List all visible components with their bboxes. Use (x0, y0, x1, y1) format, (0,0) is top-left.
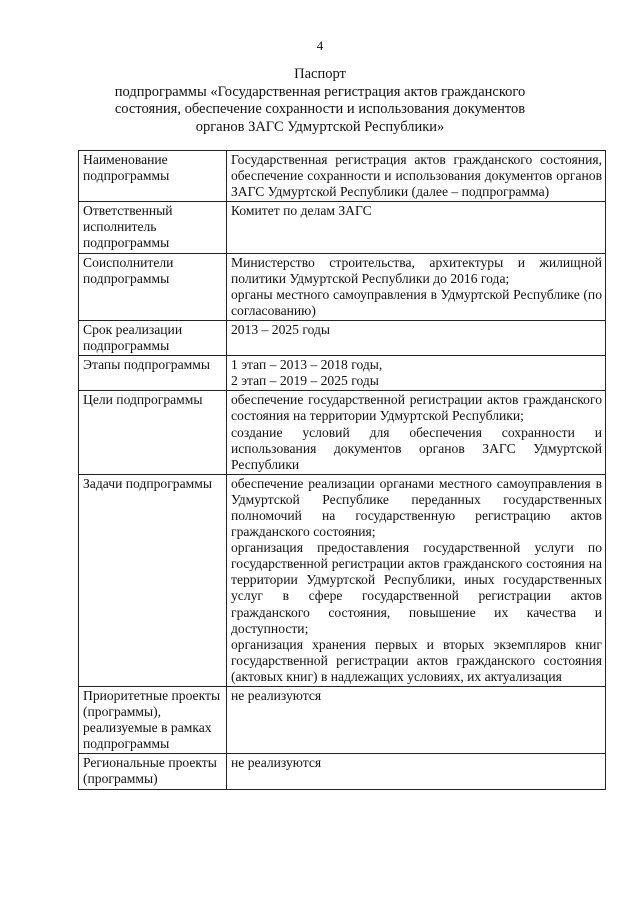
row-value-paragraph: не реализуются (231, 688, 322, 703)
passport-table-body (79, 151, 606, 790)
table-row (79, 202, 606, 253)
table-row (79, 754, 606, 789)
row-label: Региональные проекты (программы) (79, 754, 227, 789)
row-label: Задачи подпрограммы (79, 474, 227, 686)
row-value (227, 391, 606, 474)
heading-title: Паспорт (294, 66, 346, 82)
table-row (79, 356, 606, 391)
row-value-paragraph: Комитет по делам ЗАГС (231, 203, 372, 219)
row-label: Приоритетные проекты (программы), реализуемые в рамках подпрограммы (79, 687, 227, 754)
page-number: 4 (316, 38, 324, 53)
table-row (79, 687, 606, 754)
row-label: Срок реализации подпрограммы (79, 320, 227, 355)
row-value (227, 320, 606, 355)
row-value-paragraph: обеспечение реализации органами местного самоуправления в Удмуртской Республике переданных государственных полномочий на государственную регистрацию актов гражданского состояния; (231, 475, 602, 540)
row-value-paragraph: 2013 – 2025 годы (231, 321, 331, 337)
row-value-paragraph: создание условий для обеспечения сохранности и использования документов органов ЗАГС Удмуртской Республики (231, 424, 602, 472)
row-value-paragraph: Министерство строительства, архитектуры и жилищной политики Удмуртской Республики до 2016 года; (231, 254, 602, 286)
document-heading (60, 66, 580, 136)
row-value-paragraph: Государственная регистрация актов гражданского состояния, обеспечение сохранности и использования документов органов ЗАГС Удмуртской Республики (далее – подпрограмма) (231, 152, 602, 200)
row-value (227, 754, 606, 789)
row-value-paragraph: органы местного самоуправления в Удмуртской Республике (по согласованию) (231, 286, 602, 318)
heading-subtitle-line-2: состояния, обеспечение сохранности и использования документов (114, 101, 526, 117)
row-label: Соисполнители подпрограммы (79, 253, 227, 320)
row-value-paragraph: организация предоставления государственной услуги по государственной регистрации актов гражданского состояния на территории Удмуртской Республики, иных государственных услуг в сфере государственной регистрации актов гражданского состояния, повышение их качества и доступности; (231, 540, 602, 636)
row-value-paragraph: обеспечение государственной регистрации актов гражданского состояния на территории Удмуртской Республики; (231, 392, 602, 424)
table-row (79, 320, 606, 355)
heading-subtitle-line-3: органов ЗАГС Удмуртской Республики» (195, 118, 445, 135)
row-label: Этапы подпрограммы (79, 356, 227, 391)
row-label: Ответственный исполнитель подпрограммы (79, 202, 227, 253)
row-value (227, 474, 606, 686)
row-value (227, 356, 606, 391)
row-value (227, 253, 606, 320)
row-value (227, 687, 606, 754)
row-value-paragraph: 2 этап – 2019 – 2025 годы (231, 373, 379, 389)
table-row (79, 391, 606, 474)
row-value-paragraph: не реализуются (231, 755, 322, 771)
row-value-paragraph: 1 этап – 2013 – 2018 годы, (231, 357, 383, 373)
row-label: Наименование подпрограммы (79, 151, 227, 202)
heading-subtitle-line-1: подпрограммы «Государственная регистрация актов гражданского (114, 83, 526, 100)
table-row (79, 151, 606, 202)
row-label: Цели подпрограммы (79, 391, 227, 474)
row-value (227, 151, 606, 202)
passport-table (78, 150, 606, 790)
table-row (79, 474, 606, 686)
row-value-paragraph: организация хранения первых и вторых экземпляров книг государственной регистрации актов гражданского состояния (актовых книг) в надлежащих условиях, их актуализация (231, 636, 602, 684)
table-row (79, 253, 606, 320)
row-value (227, 202, 606, 253)
